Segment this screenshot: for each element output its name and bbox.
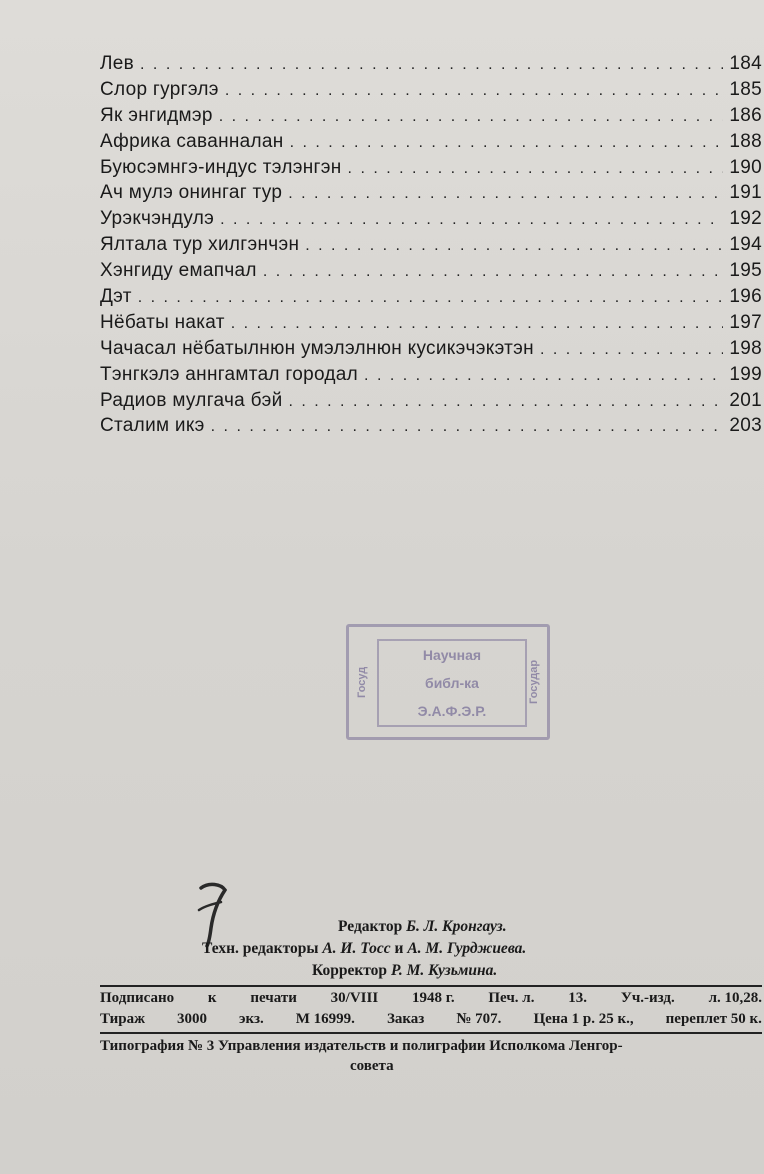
printer-line-1: Типография № 3 Управления издательств и полиграфии Исполкома Ленгор- [100,1038,623,1054]
stamp-inner-box [377,639,527,727]
imprint-word: к [207,990,217,1006]
tech-editors-and: и [394,940,404,957]
tech-editor-name-1: А. И. Тосс [322,940,391,957]
toc-leader-dots [348,160,724,178]
divider-rule [100,1032,762,1034]
toc-entry-page: 192 [729,208,762,230]
toc-entry [100,105,762,131]
stamp-middle-text: библ-ка [425,675,479,691]
toc-leader-dots [288,185,723,203]
toc-leader-dots [290,134,724,152]
toc-entry-title: Тэнгкэлэ аннгамтал городал [100,363,359,385]
imprint-word: Уч.-изд. [620,990,675,1006]
toc-entry [100,131,762,157]
toc-entry-page: 191 [729,182,762,204]
toc-entry-title: Хэнгиду емапчал [100,260,257,282]
toc-entry-title: Буюсэмнгэ-индус тэлэнгэн [100,156,342,178]
toc-entry-title: Радиов мулгача бэй [100,389,283,411]
imprint-word: 30/VIII [330,990,379,1006]
tech-editor-name-2: А. М. Гурджиева. [407,940,527,957]
toc-entry [100,364,762,390]
corrector-name: Р. М. Кузьмина. [390,962,498,979]
stamp-left-text: Госуд [356,666,368,698]
toc-leader-dots [364,367,723,385]
toc-entry [100,338,762,364]
toc-entry-title: Сталим икэ [100,415,205,437]
toc-entry [100,157,762,183]
toc-entry-page: 197 [729,311,762,333]
toc-entry [100,312,762,338]
toc-entry-page: 201 [729,389,762,411]
toc-entry-page: 185 [729,78,762,100]
toc-entry [100,415,762,441]
stamp-top-text: Научная [422,647,482,663]
toc-entry-page: 190 [729,156,762,178]
imprint-line-2 [100,1011,762,1032]
imprint-word: 13. [568,990,588,1006]
toc-entry-title: Урэкчэндулэ [100,208,215,230]
toc-entry-page: 195 [729,260,762,282]
imprint-word: Подписано [100,990,175,1006]
toc-leader-dots [305,237,723,255]
toc-leader-dots [225,82,724,100]
corrector-line [100,962,762,984]
imprint-word: Тираж [100,1011,145,1027]
tech-editors-label: Техн. редакторы [202,940,319,957]
toc-entry [100,182,762,208]
toc-leader-dots [288,393,723,411]
toc-entry [100,53,762,79]
toc-leader-dots [140,56,723,74]
imprint-word: Печ. л. [488,990,535,1006]
editor-line [100,918,762,940]
imprint-word: л. 10,28. [708,990,762,1006]
toc-entry [100,234,762,260]
toc-entry-page: 199 [729,363,762,385]
imprint-block [100,990,762,1032]
toc-entry-page: 203 [729,415,762,437]
tech-editors-line [100,940,762,962]
imprint-word: М 16999. [295,1011,355,1027]
imprint-word: 3000 [177,1011,208,1027]
toc-entry [100,286,762,312]
toc-entry-page: 194 [729,234,762,256]
toc-leader-dots [211,418,724,436]
toc-entry-title: Ялтала тур хилгэнчэн [100,234,300,256]
toc-entry [100,79,762,105]
toc-leader-dots [231,315,724,333]
toc-entry-page: 196 [729,286,762,308]
library-stamp [346,624,550,740]
imprint-word: экз. [239,1011,264,1027]
toc-leader-dots [220,211,723,229]
imprint-line-1 [100,990,762,1011]
toc-entry-page: 186 [729,104,762,126]
toc-entry-title: Як энгидмэр [100,104,213,126]
toc-entry [100,390,762,416]
toc-entry-title: Чачасал нёбатылнюн умэлэлнюн кусикэчэкэтэн [100,337,534,359]
imprint-word: 1948 г. [411,990,455,1006]
imprint-word: переплет 50 к. [665,1011,762,1027]
imprint-word: печати [250,990,297,1006]
toc-leader-dots [138,289,724,307]
editor-name: Б. Л. Кронгауз. [406,918,507,935]
toc-entry [100,260,762,286]
toc-entry-title: Дэт [100,286,132,308]
toc-entry [100,208,762,234]
stamp-right-text: Государ [528,659,540,705]
printer-line-2: совета [350,1058,394,1074]
editor-label: Редактор [338,918,403,935]
toc-leader-dots [219,108,724,126]
imprint-word: № 707. [456,1011,502,1027]
toc-entry-title: Слор гургэлэ [100,78,219,100]
stamp-bottom-text: Э.А.Ф.Э.Р. [417,703,487,719]
toc-leader-dots [540,341,723,359]
toc-leader-dots [263,263,724,281]
toc-entry-page: 188 [729,130,762,152]
toc-entry-title: Африка саванналан [100,130,284,152]
table-of-contents [100,53,762,441]
toc-entry-page: 198 [729,337,762,359]
imprint-word: Заказ [386,1011,425,1027]
printer-info [100,1036,762,1076]
toc-entry-title: Ач мулэ онингаг тур [100,182,283,204]
corrector-label: Корректор [312,962,388,979]
toc-entry-title: Лев [100,53,135,74]
imprint-word: Цена 1 р. 25 к., [533,1011,634,1027]
credits-block [100,918,762,984]
divider-rule [100,985,762,987]
toc-entry-title: Нёбаты накат [100,311,225,333]
toc-entry-page: 184 [729,53,762,74]
